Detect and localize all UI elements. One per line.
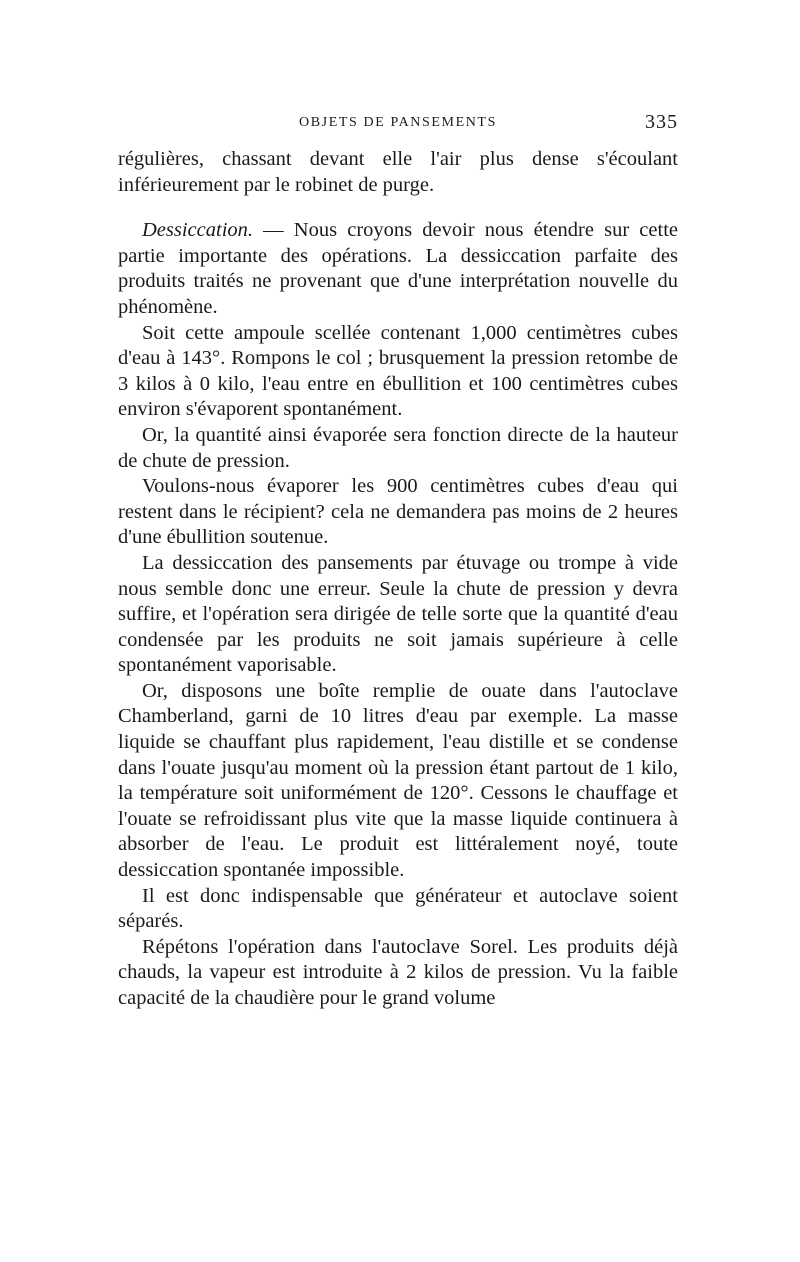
paragraph <box>118 423 678 474</box>
paragraph-text: La dessiccation des pansements par étuvage ou trompe à vide nous semble donc une erreur. Seule la chute de pression y devra suffire, et l'opération sera dirigée de telle sorte que la quantité d'eau condensée par les produits ne soit jamais supérieure à celle spontanément vaporisable. <box>118 551 678 677</box>
paragraph <box>118 551 678 679</box>
running-title: OBJETS DE PANSEMENTS <box>299 115 497 130</box>
paragraph <box>118 935 678 1012</box>
paragraph-continuation <box>118 147 678 198</box>
book-page <box>118 113 678 1012</box>
paragraph-text: Or, disposons une boîte remplie de ouate dans l'autoclave Chamberland, garni de 10 litres d'eau par exemple. La masse liquide se chauffant plus rapidement, l'eau distille et se condense dans l'ouate jusqu'au moment où la pression étant partout de 1 kilo, la température soit uniformément de 120°. Cessons le chauffage et l'ouate se refroidissant plus vite que la masse liquide continuera à absorber de l'eau. Le produit est littéralement noyé, toute dessiccation spontanée impossible. <box>118 679 678 882</box>
running-head <box>118 113 678 137</box>
paragraph <box>118 321 678 423</box>
paragraph-text: Voulons-nous évaporer les 900 centimètres cubes d'eau qui restent dans le récipient? cela ne demandera pas moins de 2 heures d'une ébullition soutenue. <box>118 475 678 549</box>
paragraph-text: Soit cette ampoule scellée contenant 1,000 centimètres cubes d'eau à 143°. Rompons le col ; brusquement la pression retombe de 3 kilos à 0 kilo, l'eau entre en ébullition et 100 centimètres cubes environ s'évaporent spontanément. <box>118 321 678 421</box>
paragraph-text: Or, la quantité ainsi évaporée sera fonction directe de la hauteur de chute de pression. <box>118 423 678 472</box>
paragraph <box>118 474 678 551</box>
paragraph-text: Il est donc indispensable que générateur et autoclave soient séparés. <box>118 884 678 933</box>
paragraph-text: — Nous croyons devoir nous étendre sur cette partie importante des opérations. La dessiccation parfaite des produits traités ne provenant que d'une interprétation nouvelle du phénomène. <box>118 219 678 318</box>
paragraph <box>118 679 678 884</box>
paragraph-text: Répétons l'opération dans l'autoclave Sorel. Les produits déjà chauds, la vapeur est introduite à 2 kilos de pression. Vu la faible capacité de la chaudière pour le grand volume <box>118 935 678 1009</box>
body-text <box>118 147 678 1012</box>
page-number: 335 <box>645 111 678 133</box>
paragraph <box>118 884 678 935</box>
section-run-in-heading: Dessiccation. <box>142 219 254 242</box>
paragraph-text: régulières, chassant devant elle l'air plus dense s'écoulant inférieurement par le robinet de purge. <box>118 148 678 196</box>
paragraph-dessiccation <box>118 218 678 320</box>
